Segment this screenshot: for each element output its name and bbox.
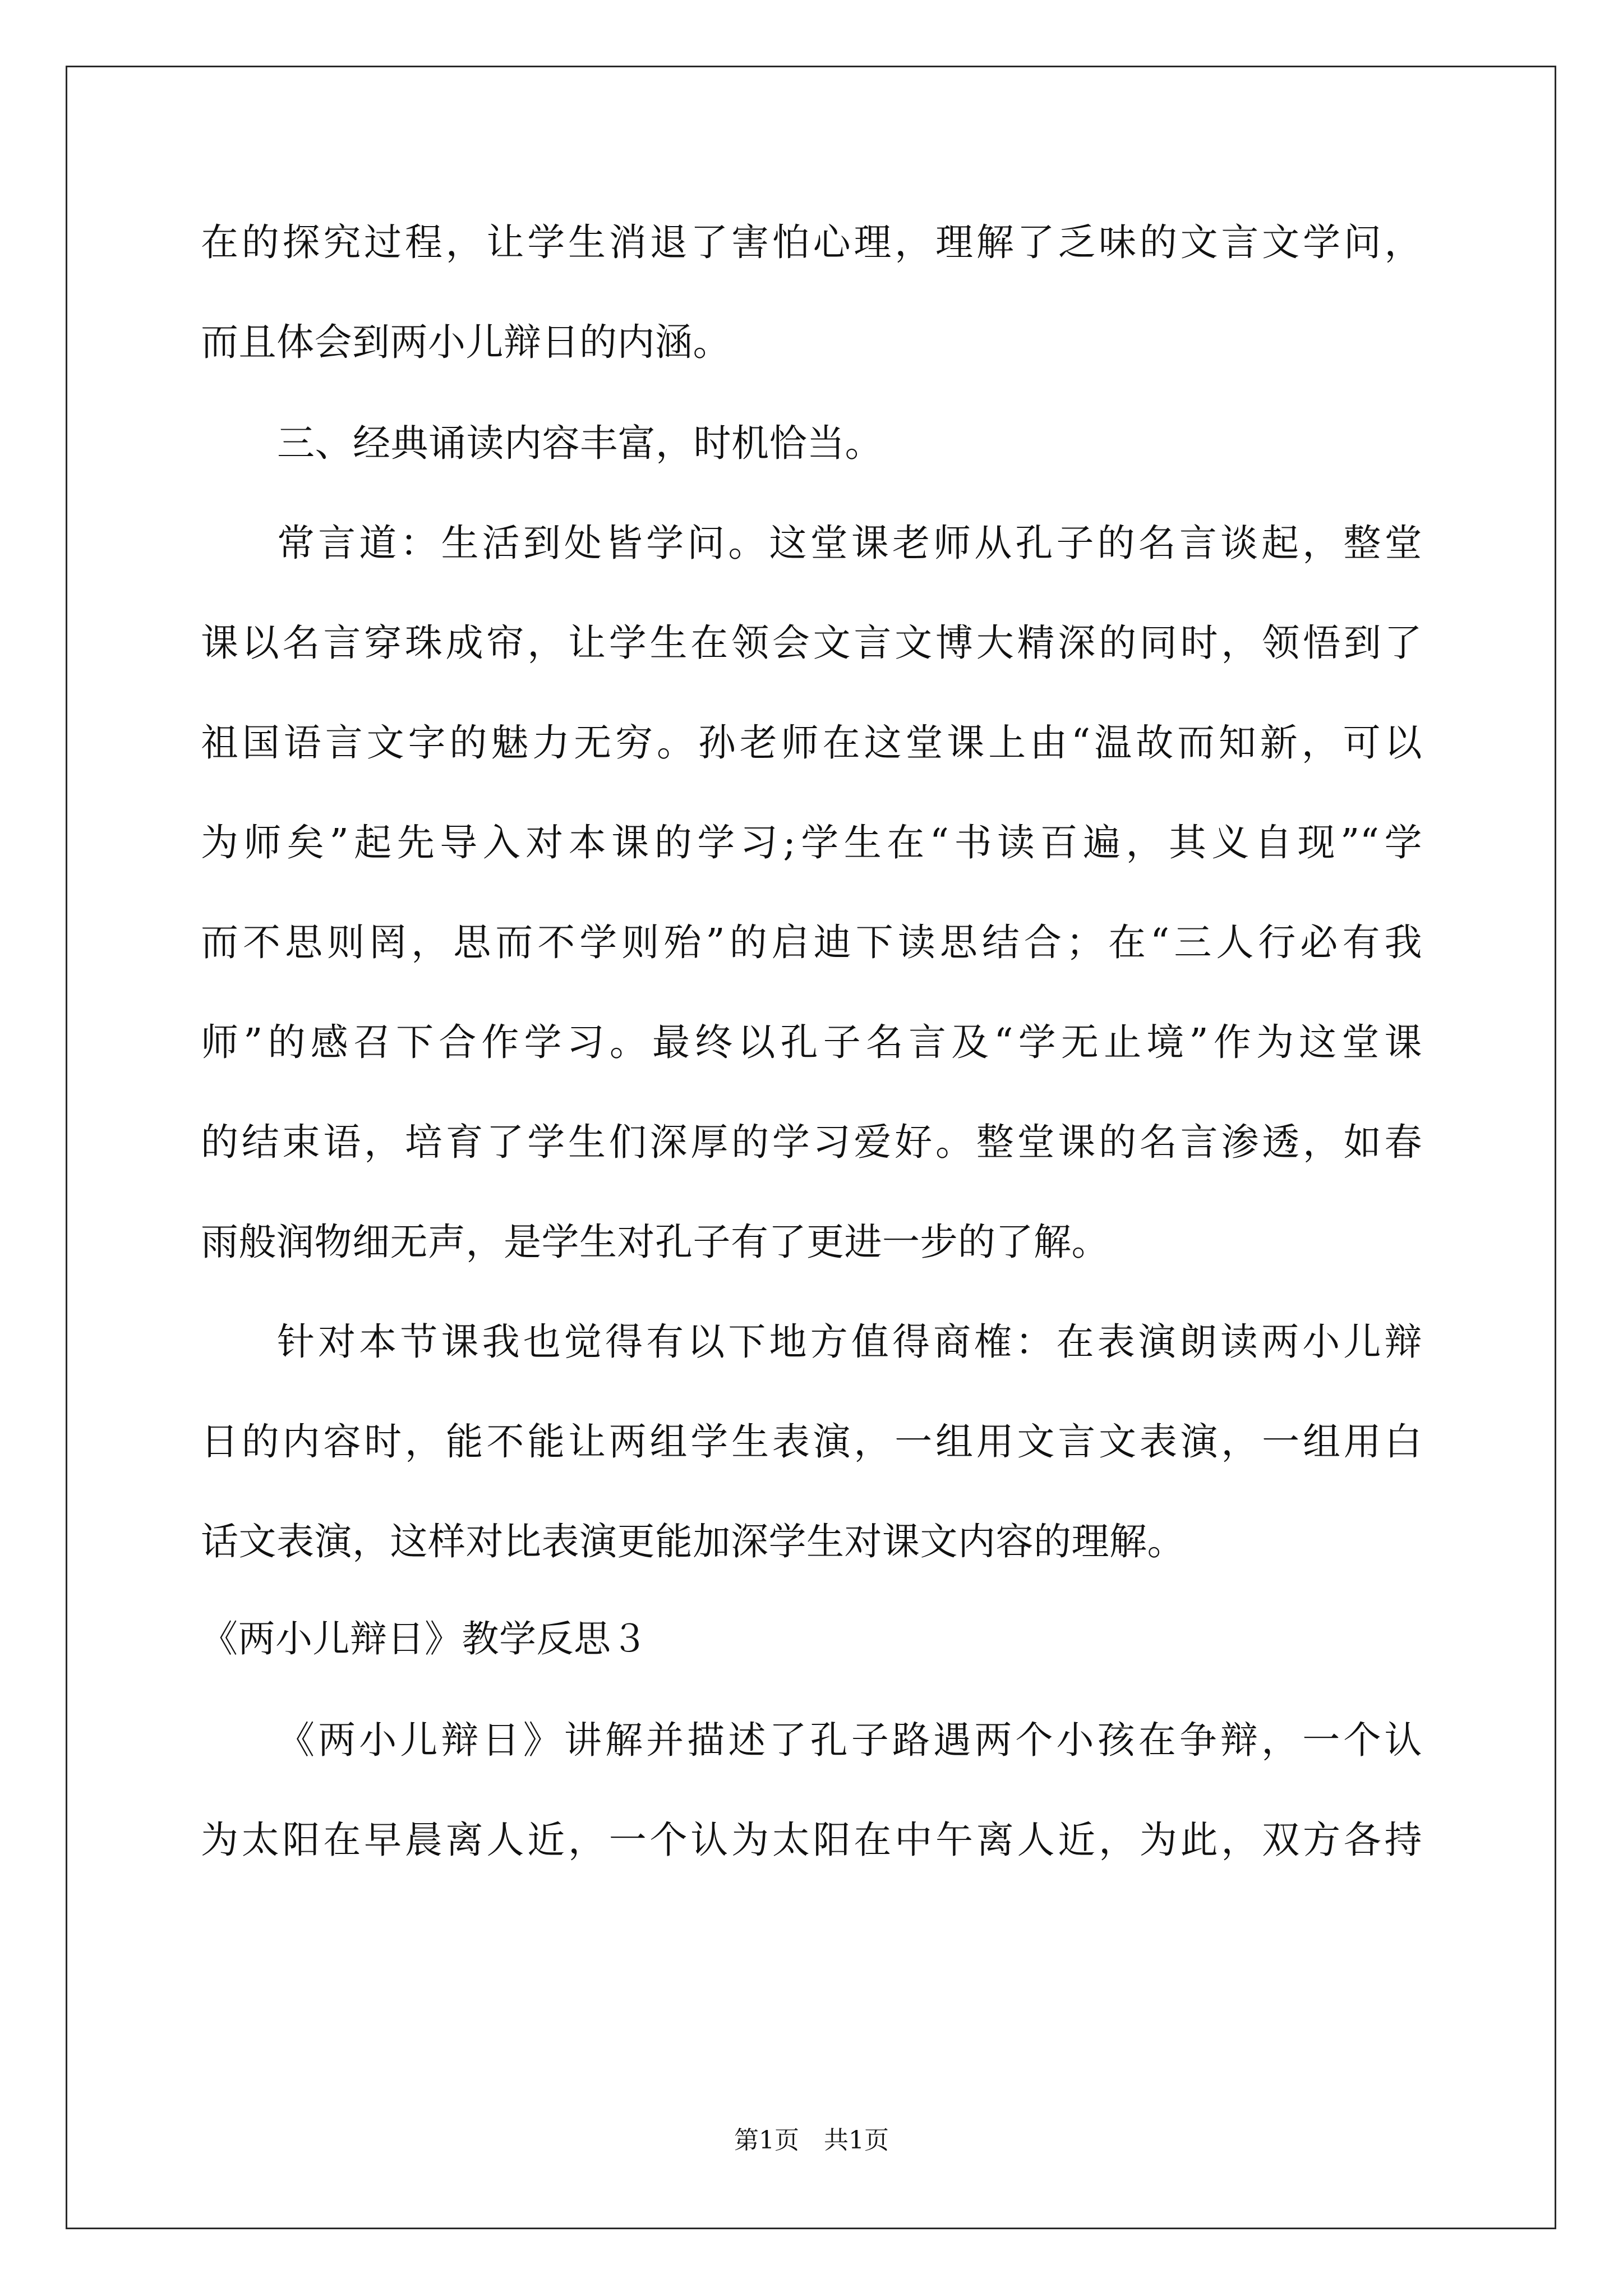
paragraph-line: 而不思则罔，思而不学则殆”的启迪下读思结合；在“三人行必有我 bbox=[201, 921, 1422, 964]
paragraph-line: 日的内容时，能不能让两组学生表演，一组用文言文表演，一组用白 bbox=[201, 1420, 1422, 1464]
paragraph-line: 课以名言穿珠成帘，让学生在领会文言文博大精深的同时，领悟到了 bbox=[201, 621, 1422, 665]
article-title: 《两小儿辩日》教学反思３ bbox=[201, 1617, 648, 1660]
paragraph-line: 为师矣”起先导入对本课的学习;学生在“书读百遍，其义自现”“学 bbox=[201, 821, 1422, 864]
section-heading: 三、经典诵读内容丰富，时机恰当。 bbox=[277, 421, 883, 465]
page-number-footer: 第1页 共1页 bbox=[734, 2126, 889, 2155]
paragraph-line: 为太阳在早晨离人近，一个认为太阳在中午离人近，为此，双方各持 bbox=[201, 1818, 1422, 1862]
paragraph-line: 而且体会到两小儿辩日的内涵。 bbox=[201, 320, 731, 364]
paragraph-line: 《两小儿辩日》讲解并描述了孔子路遇两个小孩在争辩，一个认 bbox=[277, 1718, 1422, 1762]
paragraph-line: 话文表演，这样对比表演更能加深学生对课文内容的理解。 bbox=[201, 1520, 1185, 1563]
paragraph-line: 针对本节课我也觉得有以下地方值得商榷：在表演朗读两小儿辩 bbox=[277, 1320, 1422, 1364]
paragraph-line: 常言道：生活到处皆学问。这堂课老师从孔子的名言谈起，整堂 bbox=[277, 521, 1422, 565]
paragraph-line: 师”的感召下合作学习。最终以孔子名言及“学无止境”作为这堂课 bbox=[201, 1020, 1422, 1064]
paragraph-line: 祖国语言文字的魅力无穷。孙老师在这堂课上由“温故而知新，可以 bbox=[201, 721, 1422, 765]
paragraph-line: 在的探究过程，让学生消退了害怕心理，理解了乏味的文言文学问， bbox=[201, 220, 1422, 264]
paragraph-line: 雨般润物细无声，是学生对孔子有了更进一步的了解。 bbox=[201, 1220, 1109, 1264]
paragraph-line: 的结束语，培育了学生们深厚的学习爱好。整堂课的名言渗透，如春 bbox=[201, 1120, 1422, 1164]
